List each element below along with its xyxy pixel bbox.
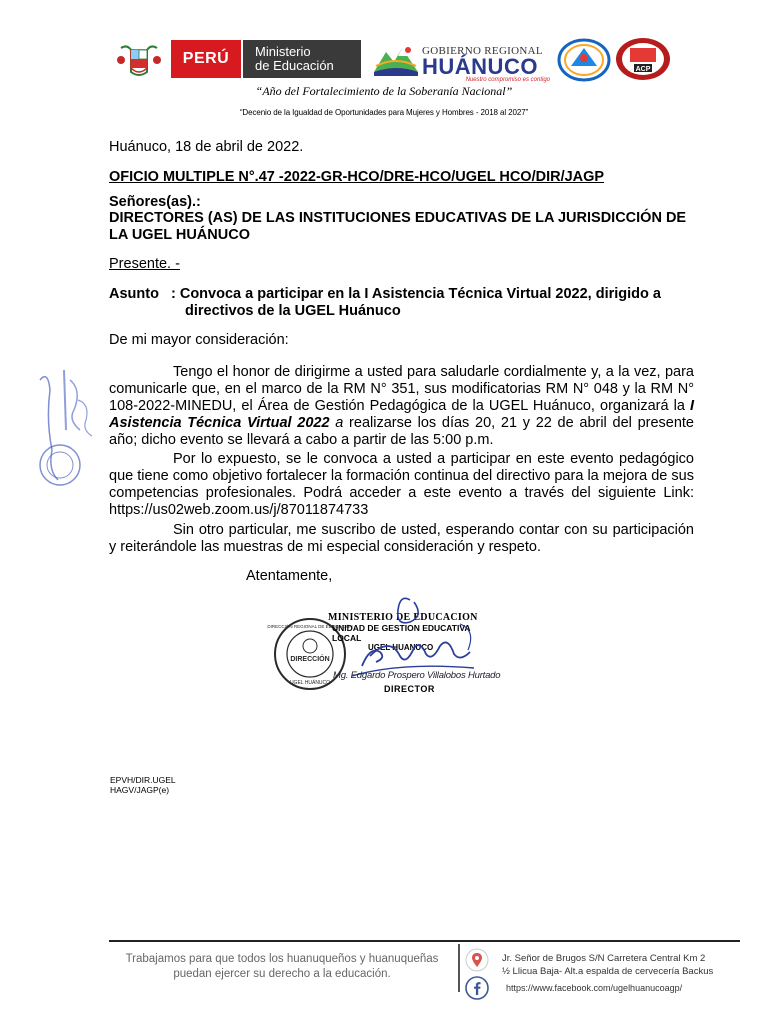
subject-text [171, 286, 691, 320]
greeting: De mi mayor consideración: [109, 332, 289, 348]
gobierno-regional-mountain-icon [372, 42, 420, 78]
oficio-number: OFICIO MULTIPLE N°.47 -2022-GR-HCO/DRE-HCO/UGEL HCO/DIR/JAGP [109, 169, 605, 185]
reference-line2: HAGV/JAGP(e) [110, 785, 170, 795]
year-motto: “Año del Fortalecimiento de la Soberanía Nacional” [255, 84, 513, 98]
footer-address [502, 952, 713, 978]
paragraph-intro [109, 364, 694, 449]
round-seal-ring-text: DIRECCIÓN REGIONAL DE EDUCACIÓN [267, 624, 353, 629]
facebook-icon [465, 976, 489, 1000]
paragraph-closing-text: Sin otro particular, me suscribo de usted, esperando contar con su participación y reiterándole las muestras de mi especial consideración y respeto. [109, 522, 694, 555]
stamp-line2: UNIDAD DE GESTION EDUCATIVA LOCAL [332, 623, 471, 643]
paragraph-intro-b: realizarse los días 20, 21 y 22 de abril del presente año; dicho evento se llevará a cabo a partir de las 5:00 p.m. [109, 415, 694, 448]
round-seal-center-text: DIRECCIÓN [290, 656, 330, 663]
ministry-of-education-logo [243, 40, 361, 78]
addressee-salutation: Señores(as).: [109, 194, 201, 210]
peru-coat-of-arms-icon [113, 42, 165, 80]
subject-label: Asunto [109, 286, 159, 302]
event-name-suffix: a [329, 415, 344, 431]
gobierno-regional-logo [422, 45, 550, 83]
event-name: I Asistencia Técnica Virtual 2022 [109, 398, 694, 431]
letter-date: Huánuco, 18 de abril de 2022. [109, 139, 304, 155]
footer-vertical-divider [458, 944, 460, 992]
footer-address-line2: ½ Llicua Baja- Alt.a espalda de cervecería Backus [502, 966, 714, 977]
round-seal-bottom-text: UGEL HUÁNUCO [289, 680, 331, 686]
paragraph-invitation-text: Por lo expuesto, se le convoca a usted a participar en este evento pedagógico que tiene como objetivo fortalecer la formación continua del directivo para la mejora de sus competencias profesionales. Podrá acceder a este evento a través del siguiente Link: https://us02web.zoom.us/j/87011874733 [109, 451, 694, 518]
footer-slogan [112, 952, 452, 982]
subject-line1: : Convoca a participar en la I Asistencia Técnica Virtual 2022, dirigido a [171, 286, 661, 302]
sign-off: Atentamente, [246, 568, 333, 584]
peru-logo: PERÚ [171, 40, 241, 78]
signer-name: Mg. Edgardo Prospero Villalobos Hurtado [333, 670, 501, 681]
paragraph-closing [109, 522, 694, 556]
decade-motto: “Decenio de la Igualdad de Oportunidades para Mujeres y Hombres - 2018 al 2027” [239, 108, 529, 117]
ministry-label: Ministerio de Educación [255, 44, 334, 73]
footer-slogan-line2: puedan ejercer su derecho a la educación. [173, 968, 391, 980]
gobierno-slogan: Nuestro compromiso es contigo [465, 77, 550, 83]
facebook-link[interactable]: https://www.facebook.com/ugelhuanucoagp/ [506, 983, 683, 993]
paragraph-intro-a: Tengo el honor de dirigirme a usted para saludarle cordialmente y, a la vez, para comunicarle que, en el marco de la RM N° 351, sus modificatorias RM N° 048 y la RM N° 108-2022-MINEDU, el Área de Gestión Pedagógica de la UGEL Huánuco, organizará la [109, 364, 694, 414]
stamp-line3: UGEL HUANUCO [368, 643, 434, 652]
footer-address-line1: Jr. Señor de Brugos S/N Carretera Central Km 2 [502, 953, 706, 964]
gobierno-line1: GOBIERNO REGIONAL [422, 45, 543, 57]
footer-divider [109, 940, 740, 942]
presente-label: Presente. - [109, 256, 180, 272]
gobierno-line2: HUÁNUCO [422, 54, 538, 79]
regional-education-round-logo [557, 38, 611, 82]
footer-slogan-line1: Trabajamos para que todos los huanuqueños y huanuqueñas [125, 953, 439, 965]
location-pin-icon [465, 948, 489, 972]
side-margin-seal [30, 360, 100, 490]
reference-line1: EPVH/DIR.UGEL [110, 775, 176, 785]
agp-round-logo [614, 36, 672, 82]
paragraph-invitation [109, 451, 694, 519]
agp-logo-text: ACP [635, 66, 651, 73]
signer-role: DIRECTOR [384, 684, 435, 694]
stamp-line1: MINISTERIO DE EDUCACION [328, 612, 478, 623]
addressee-directors: DIRECTORES (AS) DE LAS INSTITUCIONES EDUCATIVAS DE LA JURISDICCIÓN DE LA UGEL HUÁNUCO [109, 210, 687, 243]
reference-initials [110, 775, 176, 795]
subject-line2: directivos de la UGEL Huánuco [185, 303, 401, 319]
